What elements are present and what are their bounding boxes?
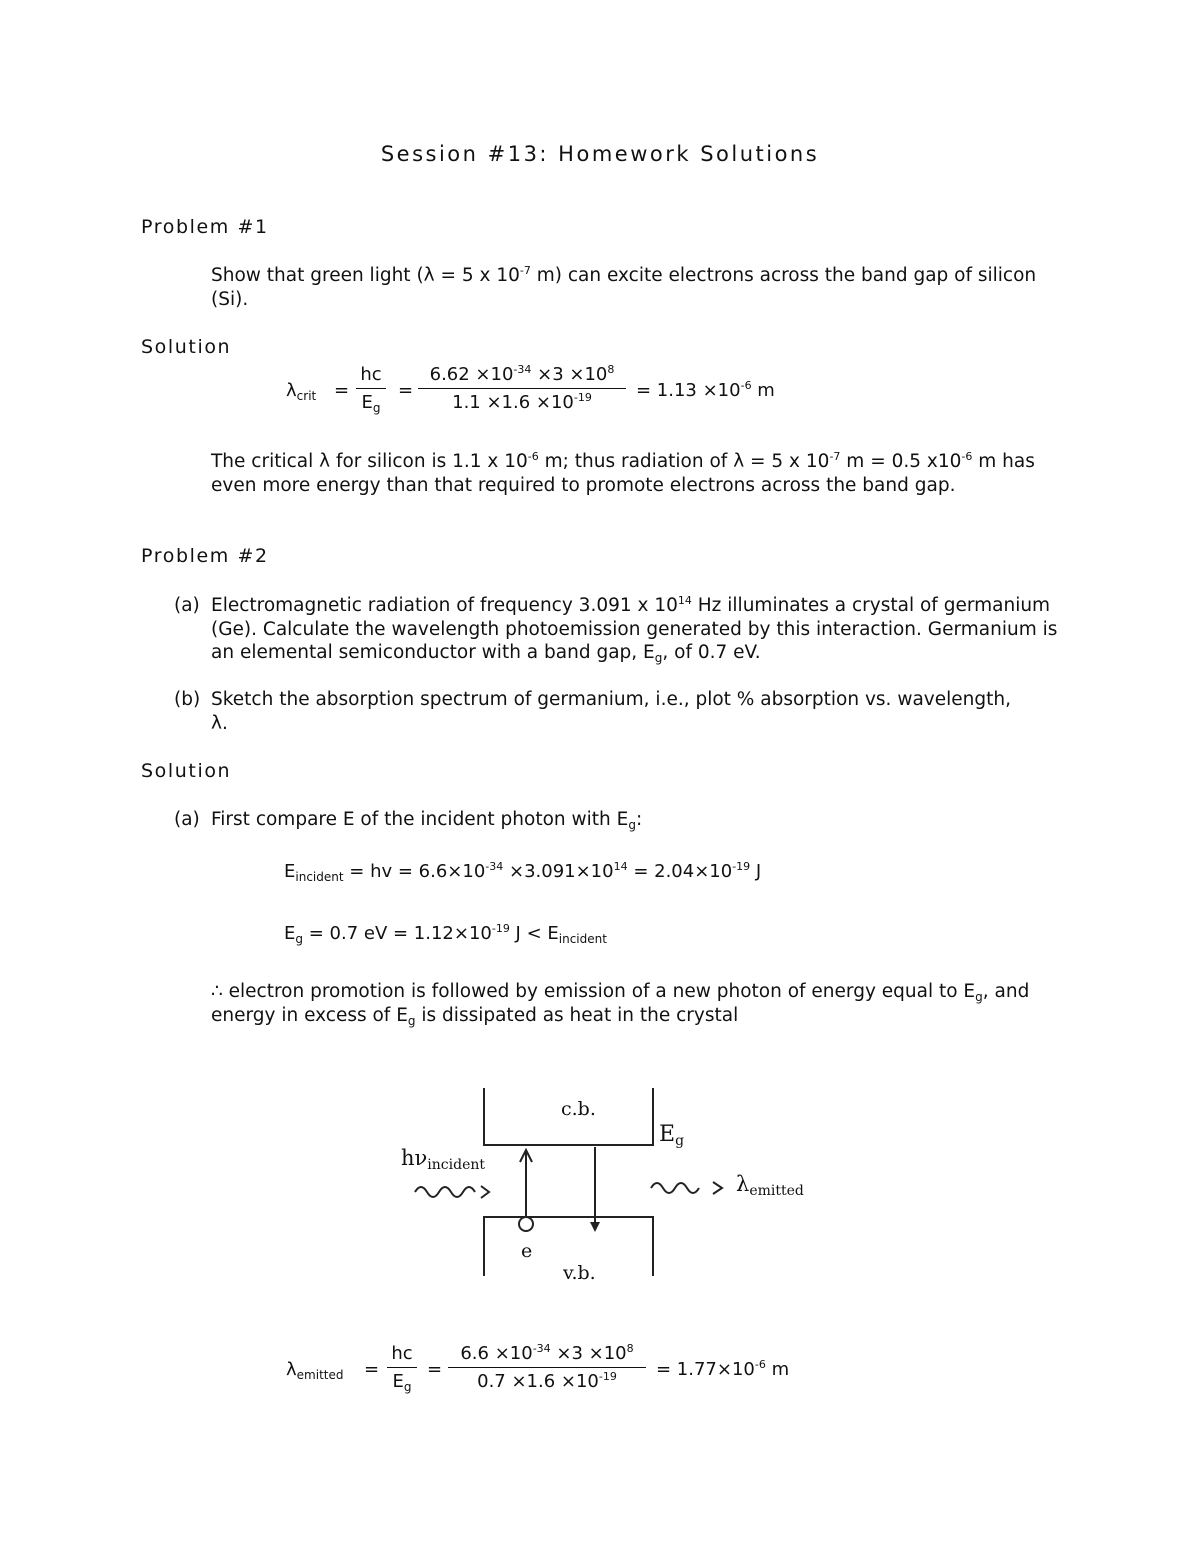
band-gap-diagram [395,1080,820,1290]
equals-sign: = [427,1359,443,1380]
page-title: Session #13: Homework Solutions [380,142,820,166]
electron-hole-circle [519,1217,533,1231]
equals-sign: = [398,380,414,401]
solution-2-therefore: ∴ electron promotion is followed by emission of a new photon of energy equal to $E_g$, and energy in excess of $E_g$ is dissipated as heat in the crystal [211,981,1030,1028]
conduction-band-label: c.b. [561,1098,596,1120]
lambda-crit-result: = $1.13 \times 10^{-6}$ m [636,379,775,401]
problem-1-statement: Show that green light (λ = 5 x $10^{-7}$ m) can excite electrons across the band gap of silicon (Si). [211,264,1037,310]
lambda-emitted-result: = $1.77\times 10^{-6}$ m [656,1358,790,1380]
band-gap-label: $E_g$ [659,1122,685,1149]
solution-1-conclusion: The critical λ for silicon is 1.1 x $10^{-6}$ m; thus radiation of λ = 5 x $10^{-7}$ m = 0.5 $x10^{-6}$ m has even more energy than that required to promote electrons across the band gap. [211,450,1035,496]
problem-1-heading: Problem #1 [141,216,269,238]
lambda-crit-lhs: $\lambda_{crit}$ [286,380,317,403]
fraction-hc-over-eg: $\frac{hc}{E_g}$ [356,364,386,413]
incident-energy-equation: $E_{incident}$ = hv = $6.6\times 10^{-34} \times 3.091\times 10^{14} = 2.04\times 10^{-19}$ J [284,860,762,884]
emitted-photon-arrowhead [713,1182,722,1194]
recombination-arrowhead [590,1222,600,1232]
solution-2-heading: Solution [141,760,232,782]
problem-2-part-b: (b) Sketch the absorption spectrum of germanium, i.e., plot % absorption vs. wavelength, λ. [174,689,1011,734]
fraction-numeric-crit: $\frac{6.62 \times 10^{-34} \times 3 \times 10^8}{1.1 \times 1.6 \times 10^{-19}}$ [418,364,626,413]
incident-photon-arrowhead [481,1186,489,1198]
incident-photon-wave [415,1187,475,1197]
emitted-photon-label: $\lambda_{emitted}$ [736,1172,804,1199]
valence-band-label: v.b. [563,1262,596,1284]
band-gap-equation: $E_g = 0.7$ eV = $1.12\times 10^{-19}$ $J < E_{incident}$ [284,922,607,946]
electron-label: e [521,1240,533,1262]
emitted-photon-wave [651,1183,699,1193]
equals-sign: = [334,380,350,401]
incident-photon-label: $h\nu_{incident}$ [401,1146,485,1173]
part-b-label: (b) [174,689,201,710]
solution-1-heading: Solution [141,336,232,358]
fraction-numeric-emitted: $\frac{6.6 \times 10^{-34} \times 3 \times 10^8}{0.7 \times 1.6 \times 10^{-19}}$ [448,1343,646,1392]
lambda-emitted-lhs: $\lambda_{emitted}$ [286,1359,344,1382]
problem-2-part-a: (a) Electromagnetic radiation of frequency 3.091 x $10^{14}$ Hz illuminates a crystal of germanium (Ge). Calculate the wavelength photoemission generated by this interaction. Germanium is an elemental semiconductor with a band gap, $E_g$, of 0.7 eV. [174,594,1058,665]
fraction-hc-over-eg-emitted: $\frac{hc}{E_g}$ [387,1343,417,1392]
part-a-label: (a) [174,595,200,616]
equals-sign: = [364,1359,380,1380]
solution-part-a-label: (a) [174,809,200,830]
problem-2-heading: Problem #2 [141,545,269,567]
solution-2-part-a-intro: (a) First compare E of the incident photon with $E_g$: [174,809,643,832]
